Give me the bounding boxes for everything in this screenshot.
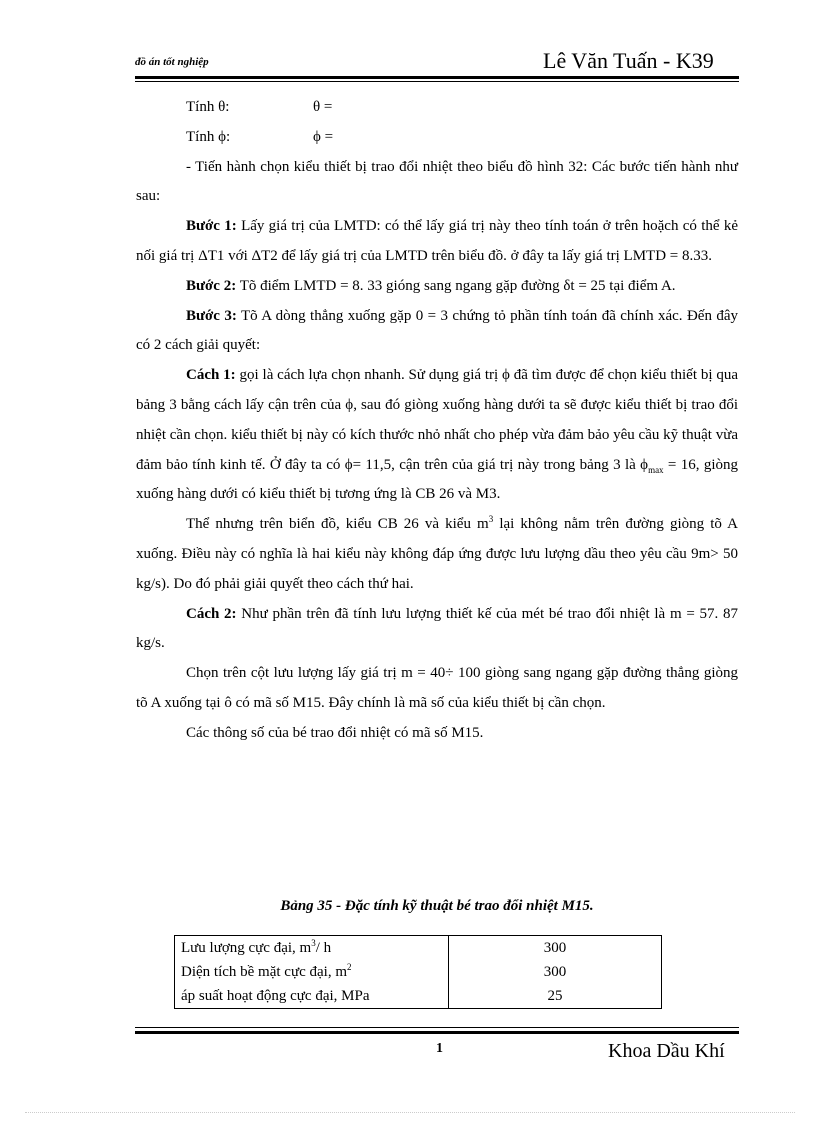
header-rule-thick	[135, 76, 739, 79]
way1-subscript: max	[648, 464, 664, 475]
however-text-b: lại không nằm trên đường giòng tõ A xuống. Điều này có nghĩa là hai kiểu này không đáp ứng được lưu lượng dầu theo yêu cầu 9m> 50 kg/s). Do đó phải giải quyết theo cách thứ hai.	[136, 516, 738, 592]
table-row	[175, 960, 662, 984]
table-caption: Bảng 35 - Đặc tính kỹ thuật bé trao đổi nhiệt M15.	[280, 898, 594, 914]
page-number: 1	[436, 1041, 443, 1056]
table-row	[175, 984, 662, 1009]
row-label	[175, 960, 449, 984]
table-row	[175, 936, 662, 961]
paragraph-however	[136, 510, 738, 599]
row-label	[175, 936, 449, 961]
calc-phi	[136, 123, 738, 153]
way2-text: Như phần trên đã tính lưu lượng thiết kế của mét bé trao đổi nhiệt là m = 57. 87 kg/s.	[136, 605, 738, 652]
step3-label: Bước 3:	[186, 307, 237, 324]
header-rule-thin	[135, 81, 739, 82]
footer-rule-thin	[135, 1027, 739, 1028]
calc-theta	[136, 93, 738, 123]
header-author: Lê Văn Tuấn - K39	[543, 48, 714, 73]
row-label	[175, 984, 449, 1009]
row-label-sup: 3	[311, 938, 316, 948]
calc-theta-label: Tính θ:	[186, 99, 230, 115]
paragraph-step1	[136, 212, 738, 272]
paragraph-way1	[136, 361, 738, 510]
header-left-title: đồ án tốt nghiệp	[135, 56, 209, 68]
row-value: 300	[449, 936, 662, 961]
footer-faculty: Khoa Dầu Khí	[608, 1040, 725, 1062]
row-label-sup: 2	[347, 962, 352, 972]
paragraph-intro: - Tiến hành chọn kiểu thiết bị trao đổi nhiệt theo biểu đồ hình 32: Các bước tiến hành như sau:	[136, 158, 738, 205]
step2-text: Tõ điểm LMTD = 8. 33 gióng sang ngang gặp đường δt = 25 tại điểm A.	[236, 277, 676, 294]
step1-label: Bước 1:	[186, 218, 237, 235]
row-value: 25	[449, 984, 662, 1009]
paragraph-params: Các thông số của bé trao đổi nhiệt có mã số M15.	[186, 724, 484, 741]
paragraph-step2	[136, 272, 738, 302]
row-label-text: Lưu lượng cực đại, m	[181, 940, 312, 956]
way1-text-b: = 16, giòng xuống hàng dưới có kiểu thiết bị tương ứng là CB 26 và M3.	[136, 456, 738, 503]
calc-phi-label: Tính ϕ:	[186, 128, 231, 145]
calc-phi-value: ϕ =	[313, 128, 334, 145]
calc-theta-value: θ =	[313, 99, 333, 115]
row-label-text: áp suất hoạt động cực đại, MPa	[181, 988, 370, 1004]
step2-label: Bước 2:	[186, 277, 237, 294]
document-body	[136, 93, 738, 749]
way1-label: Cách 1:	[186, 367, 236, 384]
footer-rule-thick	[135, 1031, 739, 1034]
however-superscript: 3	[488, 514, 494, 525]
page-bottom-divider	[25, 1112, 795, 1113]
row-value: 300	[449, 960, 662, 984]
way2-label: Cách 2:	[186, 605, 237, 622]
paragraph-way2	[136, 600, 738, 660]
step3-text: Tõ A dòng thẳng xuống gặp 0 = 3 chứng tỏ phần tính toán đã chính xác. Đến đây có 2 cách giải quyết:	[136, 307, 738, 354]
step1-text: Lấy giá trị của LMTD: có thể lấy giá trị này theo tính toán ở trên hoặch có thể kẻ nối giá trị ΔT1 với ΔT2 để lấy giá trị của LMTD trên biểu đồ. ở đây ta lấy giá trị LMTD = 8.33.	[136, 218, 738, 264]
row-label-suffix: / h	[315, 940, 332, 956]
spec-table	[174, 935, 662, 1009]
paragraph-choose: Chọn trên cột lưu lượng lấy giá trị m = 40÷ 100 giòng sang ngang gặp đường thẳng giòng tõ A xuống tại ô có mã số M15. Đây chính là mã số của kiểu thiết bị cần chọn.	[136, 665, 738, 711]
however-text-a: Thể nhưng trên biển đồ, kiểu CB 26 và kiểu m	[186, 516, 489, 533]
way1-text-a: gọi là cách lựa chọn nhanh. Sử dụng giá trị ϕ đã tìm được để chọn kiểu thiết bị qua bảng 3 bằng cách lấy cận trên của ϕ, sau đó giòng xuống hàng dưới ta sẽ được kiểu thiết bị trao đổi nhiệt cần chọn. kiểu thiết bị này có kích thước nhỏ nhất cho phép vừa đảm bảo yêu cầu kỹ thuật vừa đảm bảo tính kinh tế. Ở đây ta có ϕ= 11,5, cận trên của giá trị này trong bảng 3 là ϕ	[136, 367, 739, 473]
row-label-text: Diện tích bề mặt cực đại, m	[181, 964, 347, 980]
paragraph-step3	[136, 302, 738, 362]
